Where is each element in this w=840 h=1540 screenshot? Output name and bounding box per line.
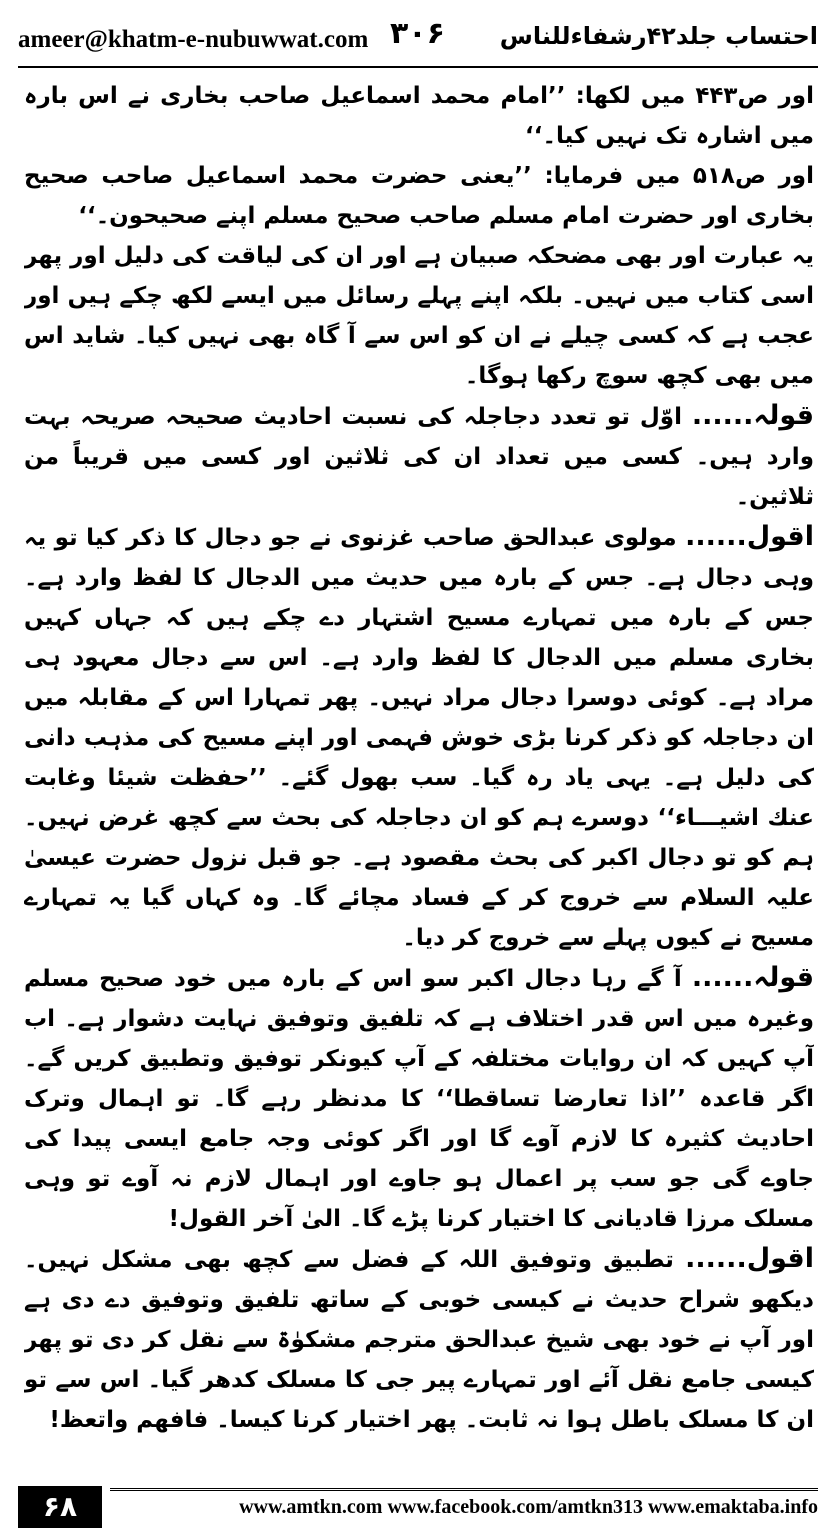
paragraph-5-lead: اقول......	[685, 521, 814, 552]
paragraph-6-lead: قولہ......	[691, 962, 814, 993]
header-title: احتساب جلد۴۲رشفاءللناس	[499, 22, 818, 50]
paragraph-6-text: آ گے رہا دجال اکبر سو اس کے بارہ میں خود صحیح مسلم وغیرہ میں اس قدر اختلاف ہے کہ تلفیق وتوفیق نہایت دشوار ہے۔ اب آپ کہیں کہ ان روایات مختلفہ کے آپ کیونکر توفیق وتطبیق کریں گے۔ اگر قاعدہ ’’اذا تعارضا تساقطا‘‘ کا مدنظر رہے گا۔ تو اہمال وترک احادیث کثیرہ کا لازم آوے گا اور اگر کوئی وجہ جامع ایسی پیدا کی جاوے گی جو سب پر اعمال ہو جاوے اور اہمال لازم نہ آوے تو وہی مسلک مرزا قادیانی کا اختیار کرنا پڑے گا۔ الیٰ آخر القول!	[24, 966, 814, 1232]
footer-page-number: ۶۸	[18, 1486, 102, 1528]
paragraph-4-text: اوّل تو تعدد دجاجلہ کی نسبت احادیث صحیحہ صریحہ بہت وارد ہیں۔ کسی میں تعداد ان کی ثلاثین اور کسی میں قریباً من ثلاثین۔	[24, 404, 814, 510]
header-page-number: ۳۰۶	[390, 16, 445, 51]
page-header	[18, 12, 818, 66]
paragraph-5	[24, 517, 814, 958]
page-body	[24, 76, 814, 1471]
header-email[interactable]: ameer@khatm-e-nubuwwat.com	[18, 26, 369, 53]
paragraph-4	[24, 396, 814, 517]
footer-links[interactable]: www.amtkn.com www.facebook.com/amtkn313 www.emaktaba.info	[239, 1496, 818, 1518]
paragraph-2: اور ص۵۱۸ میں فرمایا: ’’یعنی حضرت محمد اسماعیل صاحب صحیح بخاری اور حضرت امام مسلم صاحب صحیح مسلم اپنے صحیحون۔‘‘	[24, 163, 814, 229]
paragraph-1: اور ص۴۴۳ میں لکھا: ’’امام محمد اسماعیل صاحب بخاری نے اس بارہ میں اشارہ تک نہیں کیا۔‘‘	[24, 83, 814, 149]
paragraph-7	[24, 1239, 814, 1440]
paragraph-3: یہ عبارت اور بھی مضحکہ صبیان ہے اور ان کی لیاقت کی دلیل اور پھر اسی کتاب میں نہیں۔ بلکہ اپنے پہلے رسائل میں ایسے لکھ چکے ہیں اور عجب ہے کہ کسی چیلے نے ان کو اس سے آ گاہ بھی نہیں کیا۔ شاید اس میں بھی کچھ سوچ رکھا ہوگا۔	[24, 243, 814, 389]
page-footer	[18, 1486, 818, 1528]
paragraph-7-lead: اقول......	[685, 1243, 814, 1274]
paragraph-5-text: مولوی عبدالحق صاحب غزنوی نے جو دجال کا ذکر کیا تو یہ وہی دجال ہے۔ جس کے بارہ میں حدیث میں الدجال کا لفظ وارد ہے۔ جس کے بارہ میں تمہارے مسیح اشتہار دے چکے ہیں کہ جہاں کہیں بخاری مسلم میں الدجال کا لفظ وارد ہے۔ اس سے دجال معہود ہی مراد ہے۔ کوئی دوسرا دجال مراد نہیں۔ پھر تمہارا اس کے مقابلہ میں ان دجاجلہ کو ذکر کرنا بڑی خوش فہمی اور اپنے مسیح کی مذہب دانی کی دلیل ہے۔ یہی یاد رہ گیا۔ سب بھول گئے۔ ’’حفظت شیئا وغابت عنك اشیـــاء‘‘ دوسرے ہم کو ان دجاجلہ کی بحث سے کچھ غرض نہیں۔ ہم کو تو دجال اکبر کی بحث مقصود ہے۔ جو قبل نزول حضرت عیسیٰ علیہ السلام سے خروج کر کے فساد مچائے گا۔ وہ کہاں گیا یہ تمہارے مسیح نے کیوں پہلے سے خروج کر دیا۔	[24, 525, 814, 951]
footer-divider	[110, 1488, 818, 1491]
paragraph-4-lead: قولہ......	[691, 400, 814, 431]
header-divider	[18, 66, 818, 68]
paragraph-6	[24, 958, 814, 1239]
paragraph-7-text: تطبیق وتوفیق اللہ کے فضل سے کچھ بھی مشکل نہیں۔ دیکھو شراح حدیث نے کیسی خوبی کے ساتھ تلفیق وتوفیق دے دی ہے اور آپ نے خود بھی شیخ عبدالحق مترجم مشکوٰۃ سے نقل کر دی تو پھر کیسی جامع نقل آئے اور تمہارے پیر جی کا مسلک کدھر گیا۔ اس سے تو ان کا مسلک باطل ہوا نہ ثابت۔ پھر اختیار کرنا کیسا۔ فافھم واتعظ!	[24, 1247, 814, 1433]
